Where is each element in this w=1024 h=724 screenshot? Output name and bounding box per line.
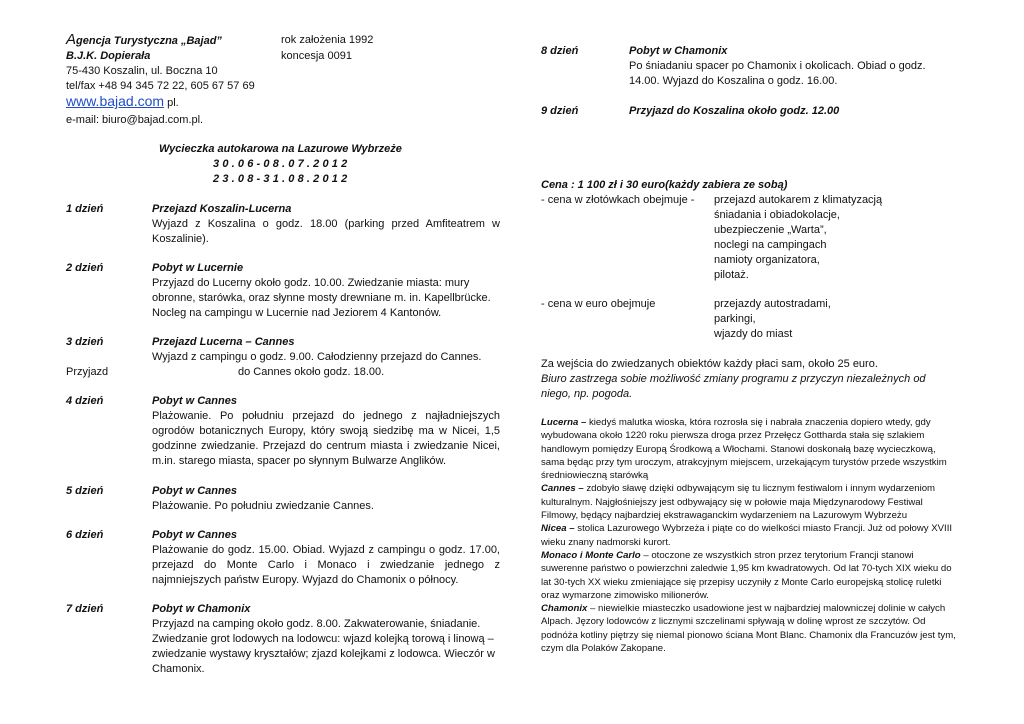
description-cannes: Cannes – zdobyło sławę dzięki odbywającym się tu licznym festiwalom i innym wydarzeniom kulturalnym. Najgłośniejszy jest odbywający się w połowie maja Międzynarodowy Festiwal Filmowy, będący najbardziej ekstrawaganckim wydarzeniem na Lazurowym Wybrzeżu [541, 483, 936, 522]
day-text: Przyjazd na camping około godz. 8.00. Zakwaterowanie, śniadanie. Zwiedzanie grot lodowych na lodowcu: wjazd kolejką torową i linową – zwiedzanie wystawy kryształów; zjazd kolejkami z lodowca. Wieczór w Chamonix. [152, 618, 495, 675]
day-title: Pobyt w Cannes [152, 529, 237, 541]
day-text: Wyjazd z Koszalina o godz. 18.00 (parking przed Amfiteatrem w Koszalinie). [152, 218, 500, 245]
day-label: 3 dzień [66, 336, 104, 348]
price-pln-list [714, 193, 944, 283]
day-label: 2 dzień [66, 262, 104, 274]
trip-date-1: 30.06-08.07.2012 [213, 158, 351, 170]
day-label: 9 dzień [541, 105, 579, 117]
address: 75-430 Koszalin, ul. Boczna 10 [66, 65, 218, 77]
disclaimer: Biuro zastrzega sobie możliwość zmiany programu z przyczyn niezależnych od niego, np. pogoda. [541, 373, 926, 400]
day-text: Po śniadaniu spacer po Chamonix i okolicach. Obiad o godz. 14.00. Wyjazd do Koszalina o godz. 16.00. [629, 60, 926, 87]
email[interactable]: e-mail: biuro@bajad.com.pl. [66, 114, 204, 126]
day-title: Pobyt w Cannes [152, 485, 237, 497]
day-text: Wyjazd z campingu o godz. 9.00. Całodzienny przejazd do Cannes. [152, 351, 482, 363]
day-text: Plażowanie. Po południu zwiedzanie Cannes. [152, 500, 374, 512]
list-item: parkingi, [714, 313, 756, 325]
day-text: Plażowanie do godz. 15.00. Obiad. Wyjazd z campingu o godz. 17.00, przejazd do Monte Carlo i Monaco i zwiedzanie jednego z najmniejszych państw Europy. Wyjazd do Chamonix o północy. [152, 544, 500, 586]
trip-title: Wycieczka autokarowa na Lazurowe Wybrzeże [159, 143, 402, 155]
description-chamonix: Chamonix – niewielkie miasteczko usadowione jest w najbardziej malowniczej dolinie w całych Alpach. Jęzory lodowców z licznymi szczelinami spływają w dolinę wprost ze szczytów. Od podnóża kotliny piętrzy się niemal pionowo ściana Mont Blanc. Chamonix dla Francuzów jest tym, czym dla Polaków Zakopane. [541, 603, 956, 655]
entry-note: Za wejścia do zwiedzanych obiektów każdy płaci sam, około 25 euro. [541, 358, 878, 370]
day-label: 6 dzień [66, 529, 104, 541]
day-title: Pobyt w Lucernie [152, 262, 244, 274]
trip-date-2: 23.08-31.08.2012 [213, 173, 351, 185]
list-item: ubezpieczenie „Warta”, [714, 224, 827, 236]
phone: tel/fax +48 94 345 72 22, 605 67 57 69 [66, 80, 255, 92]
description-lucerna: Lucerna – kiedyś malutka wioska, która rozrosła się i nabrała znaczenia dopiero wtedy, gdy wybudowana około 1220 roku pierwsza droga przez Przełęcz Gottharda stała się szlakiem handlowym pomiędzy Europą Środkową a Włochami. Stanowi doskonałą bazę wycieczkową, sama będąc przy tym uroczym, atrakcyjnym miejscem, urzekającym turystów przede wszystkim średniowieczną starówką [541, 417, 947, 482]
descriptions [541, 416, 959, 655]
day-title: Przyjazd do Koszalina około godz. 12.00 [629, 105, 840, 117]
day-title: Pobyt w Cannes [152, 395, 237, 407]
day-title: Pobyt w Chamonix [629, 45, 728, 57]
day-label: 7 dzień [66, 603, 104, 615]
list-item: przejazd autokarem z klimatyzacją [714, 194, 883, 206]
price-eur-list [714, 297, 944, 342]
price-eur-label: - cena w euro obejmuje [541, 298, 656, 310]
agency-name: Agencja Turystyczna „Bajad” [66, 31, 222, 48]
description-monaco: Monaco i Monte Carlo – otoczone ze wszystkich stron przez terytorium Francji stanowi suwerenne państwo o powierzchni zaledwie 1,95 km kwadratowych. Od lat 70-tych XIX wieku do lat 30-tych XX wieku zmieniające się przepisy uczyniły z Monte Carlo europejską stolicę ruletki oraz wymarzone zimowisko milionerów. [541, 549, 952, 601]
list-item: pilotaż. [714, 269, 749, 281]
list-item: wjazdy do miast [714, 328, 793, 340]
website-link[interactable]: www.bajad.com [66, 93, 165, 109]
day-label: 5 dzień [66, 485, 104, 497]
list-item: namioty organizatora, [714, 254, 820, 266]
price-pln-label: - cena w złotówkach obejmuje - [541, 194, 695, 206]
owner-name: B.J.K. Dopierała [66, 50, 151, 62]
list-item: noclegi na campingach [714, 239, 827, 251]
day-label: 4 dzień [66, 395, 104, 407]
day-extra-left: Przyjazd [66, 366, 109, 378]
description-nicea: Nicea – stolica Lazurowego Wybrzeża i piąte co do wielkości miasto Francji. Już od połowy XVIII wieku znany nadmorski kurort. [541, 523, 953, 548]
day-label: 8 dzień [541, 45, 579, 57]
day-text: Przyjazd do Lucerny około godz. 10.00. Zwiedzanie miasta: mury obronne, starówka, oraz słynne mosty drewniane m. in. Kapellbrücke. Nocleg na campingu w Lucernie nad Jeziorem 4 Kantonów. [152, 277, 491, 319]
founded-year: rok założenia 1992 [281, 34, 374, 46]
day-text: Plażowanie. Po południu przejazd do jednego z najładniejszych ogrodów botanicznych Europy, który swoją siedzibę ma w Nicei, 1,5 godzinne zwiedzanie. Przejazd do centrum miasta i zwiedzanie Nicei, m.in. starego miasta, spacer po słynnym Bulwarze Anglików. [152, 410, 500, 467]
day-extra-right: do Cannes około godz. 18.00. [238, 366, 385, 378]
website-line: www.bajad.com pl. [66, 93, 179, 109]
license-number: koncesja 0091 [281, 50, 352, 62]
day-title: Pobyt w Chamonix [152, 603, 251, 615]
price-title: Cena : 1 100 zł i 30 euro(każdy zabiera ze sobą) [541, 179, 788, 191]
list-item: śniadania i obiadokolacje, [714, 209, 840, 221]
day-label: 1 dzień [66, 203, 104, 215]
day-title: Przejazd Koszalin-Lucerna [152, 203, 292, 215]
list-item: przejazdy autostradami, [714, 298, 831, 310]
day-title: Przejazd Lucerna – Cannes [152, 336, 295, 348]
